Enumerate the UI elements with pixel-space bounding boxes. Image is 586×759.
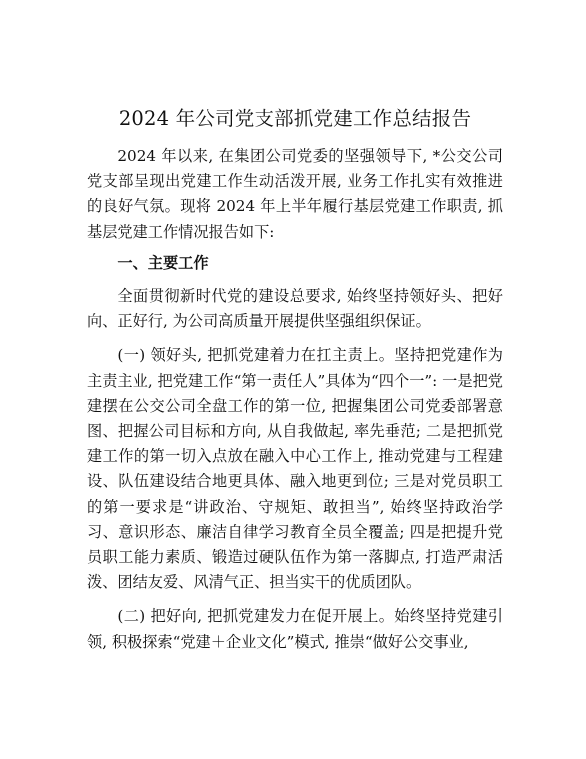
item-1-paragraph: (一) 领好头, 把抓党建着力在扛主责上。坚持把党建作为主责主业, 把党建工作“第一责任人”具体为“四个一”: 一是把党建摆在公交公司全盘工作的第一位, 把握集团公司党委部署意图、把握公司目标和方向, 从自我做起, 率先垂范; 二是把抓党建工作的第一切入点放在融入中心工作上, 推动党建与工程建设、队伍建设结合地更具体、融入地更到位; 三是对党员职工的第一要求是“讲政治、守规矩、敢担当”, 始终坚持政治学习、意识形态、廉洁自律学习教育全员全覆盖; 四是把提升党员职工能力素质、锻造过硬队伍作为第一落脚点, 打造严肃活泼、团结友爱、风清气正、担当实干的优质团队。	[87, 346, 503, 592]
item-2-paragraph: (二) 把好向, 把抓党建发力在促开展上。始终坚持党建引领, 积极探索“党建＋企业文化”模式, 推崇“做好公交事业,	[87, 607, 503, 651]
section-summary-paragraph: 全面贯彻新时代党的建设总要求, 始终坚持领好头、把好向、正好行, 为公司高质量开展提供坚强组织保证。	[87, 287, 503, 331]
document-title: 2024 年公司党支部抓党建工作总结报告	[118, 107, 472, 130]
intro-paragraph: 2024 年以来, 在集团公司党委的坚强领导下, *公交公司党支部呈现出党建工作生动活泼开展, 业务工作扎实有效推进的良好气氛。现将 2024 年上半年履行基层党建工作职责, 抓基层党建工作情况报告如下:	[87, 147, 503, 241]
section-heading-main-work: 一、主要工作	[117, 253, 209, 272]
